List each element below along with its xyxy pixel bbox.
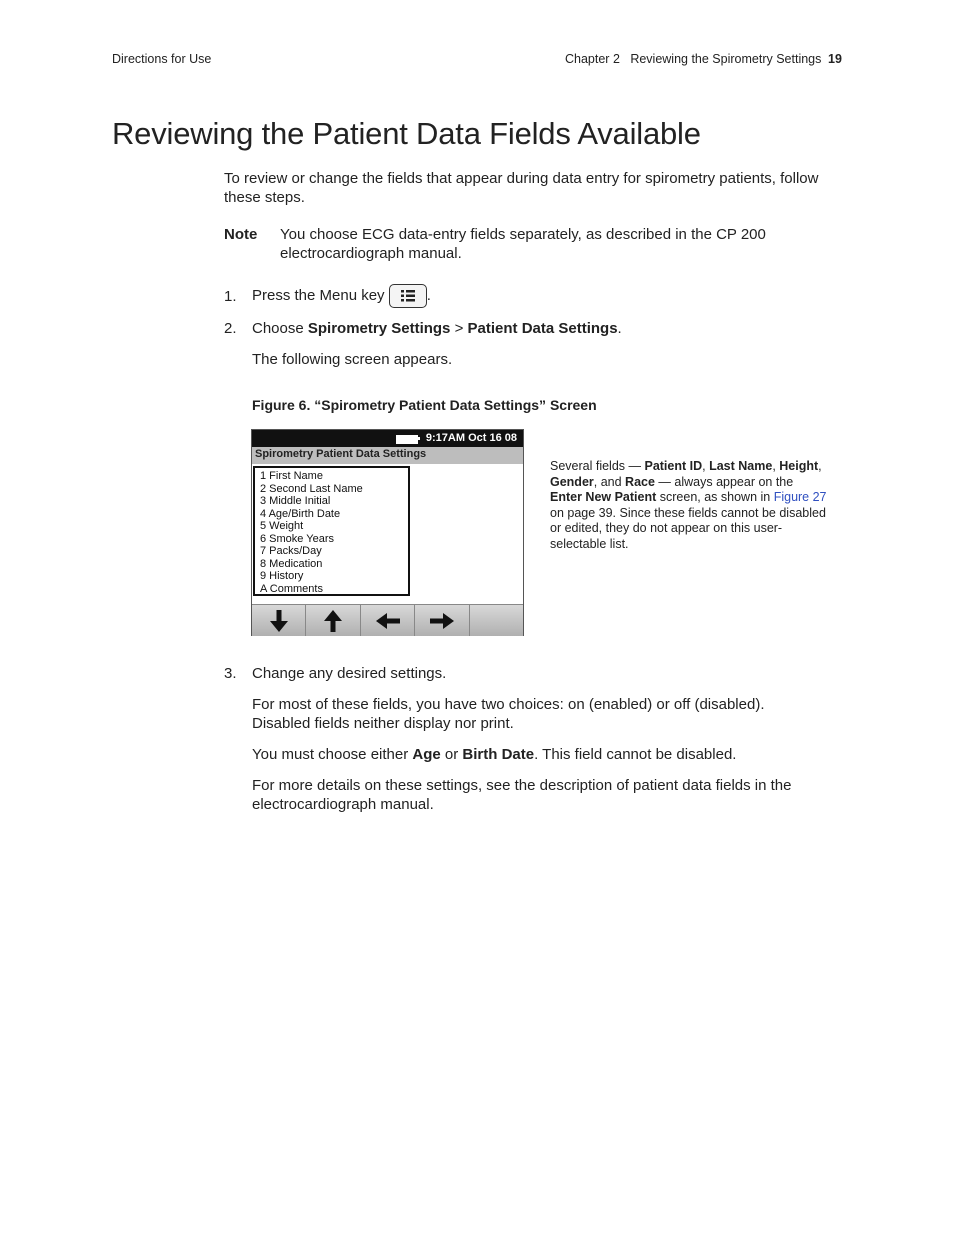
up-arrow-icon bbox=[323, 609, 343, 633]
softkey-blank[interactable] bbox=[470, 605, 523, 636]
note-text: You choose ECG data-entry fields separately, as described in the CP 200 electrocardiograph manual. bbox=[280, 226, 766, 262]
softkey-right[interactable] bbox=[415, 605, 469, 636]
left-arrow-icon bbox=[375, 612, 401, 630]
step-3-paragraph-1: For most of these fields, you have two choices: on (enabled) or off (disabled). Disabled fields neither display nor print. bbox=[252, 696, 765, 732]
device-body bbox=[252, 464, 523, 604]
list-item[interactable]: 4 Age/Birth Date bbox=[260, 507, 341, 520]
step-1-number: 1. bbox=[224, 288, 237, 305]
birth-date-label: Birth Date bbox=[462, 746, 535, 763]
device-clock: 9:17AM Oct 16 08 bbox=[425, 432, 517, 444]
step-2 bbox=[252, 319, 622, 338]
field-last-name: Last Name bbox=[709, 459, 773, 473]
device-screen-title: Spirometry Patient Data Settings bbox=[252, 447, 523, 464]
note-label: Note bbox=[224, 226, 258, 243]
list-item[interactable]: 9 History bbox=[260, 570, 304, 582]
list-item[interactable]: 1 First Name bbox=[260, 470, 323, 482]
figure-caption: Figure 6. “Spirometry Patient Data Settings” Screen bbox=[252, 397, 597, 413]
menu-path-patient-data-settings: Patient Data Settings bbox=[467, 320, 618, 337]
side-note-text: on page 39. Since these fields cannot be disabled or edited, they do not appear on this user-selectable list. bbox=[550, 505, 826, 551]
following-screen-text: The following screen appears. bbox=[252, 351, 453, 368]
p2-text: You must choose either bbox=[252, 746, 413, 763]
menu-key-icon bbox=[389, 284, 427, 308]
page-title: Reviewing the Patient Data Fields Available bbox=[112, 116, 701, 151]
figure-27-link[interactable]: Figure 27 bbox=[773, 490, 827, 504]
enter-new-patient-label: Enter New Patient bbox=[550, 490, 657, 504]
p2-text: or bbox=[440, 746, 463, 763]
step-2-choose: Choose bbox=[252, 320, 308, 337]
softkey-bar bbox=[252, 604, 523, 636]
patient-field-list bbox=[253, 466, 410, 596]
intro-paragraph: To review or change the fields that appear during data entry for spirometry patients, follow these steps. bbox=[224, 170, 819, 206]
side-note-text: , bbox=[702, 459, 710, 473]
field-patient-id: Patient ID bbox=[644, 459, 703, 473]
device-status-bar bbox=[252, 430, 523, 447]
step-3-text: Change any desired settings. bbox=[252, 665, 447, 682]
field-race: Race bbox=[625, 474, 655, 489]
side-note-text: , and bbox=[593, 474, 626, 489]
p2-text: . This field cannot be disabled. bbox=[534, 746, 737, 763]
field-gender: Gender bbox=[550, 474, 594, 489]
list-item[interactable]: 7 Packs/Day bbox=[260, 545, 322, 557]
side-note-text: — always appear on the bbox=[654, 474, 794, 489]
header-doc-title: Directions for Use bbox=[112, 52, 212, 66]
list-item[interactable]: 3 Middle Initial bbox=[260, 495, 331, 507]
side-note bbox=[550, 459, 835, 552]
list-item[interactable]: A Comments bbox=[260, 582, 323, 595]
step-1-text: Press the Menu key bbox=[252, 287, 385, 304]
right-arrow-icon bbox=[429, 612, 455, 630]
side-note-text: Several fields — bbox=[550, 459, 645, 473]
step-2-period: . bbox=[617, 320, 622, 337]
step-3-number: 3. bbox=[224, 665, 237, 682]
battery-icon bbox=[396, 435, 418, 444]
down-arrow-icon bbox=[269, 609, 289, 633]
list-item[interactable]: 2 Second Last Name bbox=[260, 482, 363, 495]
softkey-up[interactable] bbox=[306, 605, 360, 636]
softkey-down[interactable] bbox=[252, 605, 306, 636]
list-item[interactable]: 5 Weight bbox=[260, 520, 304, 532]
field-height: Height bbox=[779, 459, 819, 473]
page-number: 19 bbox=[828, 52, 842, 66]
step-3-paragraph-3: For more details on these settings, see the description of patient data fields in the electrocardiograph manual. bbox=[252, 777, 792, 813]
side-note-text: , bbox=[772, 459, 780, 473]
age-label: Age bbox=[412, 746, 441, 763]
battery-tip bbox=[418, 437, 420, 440]
list-item[interactable]: 6 Smoke Years bbox=[260, 532, 334, 545]
step-1 bbox=[252, 281, 431, 311]
step-1-period: . bbox=[426, 287, 431, 304]
side-note-text: , bbox=[818, 459, 822, 473]
list-item[interactable]: 8 Medication bbox=[260, 557, 323, 570]
softkey-left[interactable] bbox=[361, 605, 415, 636]
step-2-number: 2. bbox=[224, 320, 237, 337]
step-3-paragraph-2 bbox=[252, 745, 827, 764]
device-screen bbox=[251, 429, 524, 636]
menu-path-spirometry-settings: Spirometry Settings bbox=[307, 320, 451, 337]
side-note-text: screen, as shown in bbox=[656, 490, 774, 504]
menu-path-separator: > bbox=[450, 320, 468, 337]
header-chapter: Chapter 2 Reviewing the Spirometry Settings bbox=[565, 52, 822, 66]
